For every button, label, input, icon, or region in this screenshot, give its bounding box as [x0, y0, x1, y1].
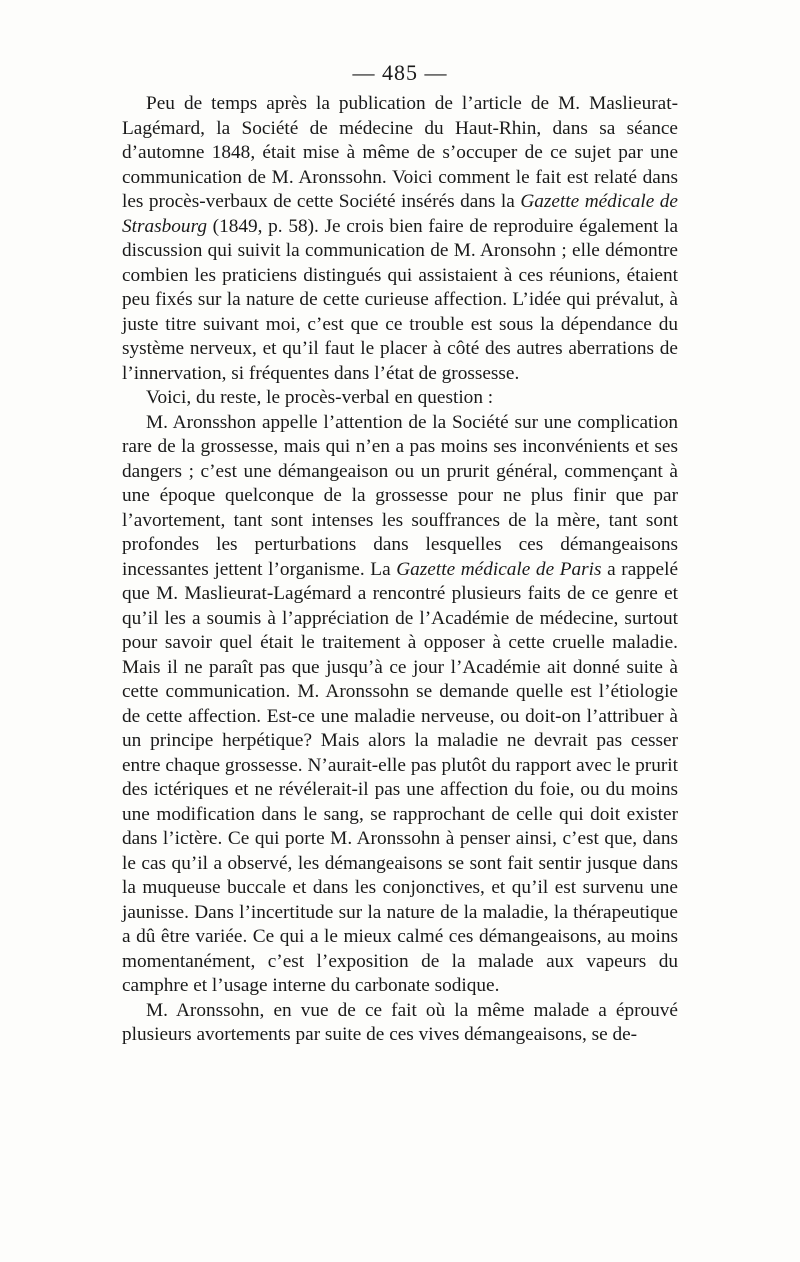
page-number: — 485 —: [352, 60, 448, 85]
paragraph-2: [122, 386, 678, 411]
paragraph-1: [122, 92, 678, 386]
paragraph-4: [122, 999, 678, 1048]
paragraph-4-text: M. Aronssohn, en vue de ce fait où la même malade a éprouvé plusieurs avortements par suite de ces vives démangeaisons, se de-: [122, 999, 678, 1045]
paragraph-2-text: Voici, du reste, le procès-verbal en question :: [146, 387, 494, 408]
paragraph-3-text-a: M. Aronsshon appelle l’attention de la Société sur une complication rare de la grossesse, mais qui n’en a pas moins ses inconvénients et ses dangers ; c’est une démangeaison ou un prurit général, commençant à une époque quelconque de la grossesse pour ne plus finir que par l’avortement, tant sont intenses les souffrances de la mère, tant sont profondes les perturbations dans lesquelles ces démangeaisons incessantes jettent l’organisme. La: [122, 411, 678, 580]
journal-title-paris: Gazette médicale de Paris: [396, 558, 602, 580]
body-text: [122, 92, 678, 1048]
paragraph-1-text-a: Peu de temps après la publication de l’article de M. Maslieurat-Lagémard, la Société de médecine du Haut-Rhin, dans sa séance d’automne 1848, était mise à même de s’occuper de ce sujet par une communication de M. Aronssohn. Voici comment le fait est relaté dans les procès-verbaux de cette Société insérés dans la: [122, 93, 678, 212]
paragraph-3-text-b: a rappelé que M. Maslieurat-Lagémard a rencontré plusieurs faits de ce genre et qu’il les a soumis à l’appréciation de l’Académie de médecine, surtout pour savoir quel était le traitement à opposer à cette cruelle maladie. Mais il ne paraît pas que jusqu’à ce jour l’Académie ait donné suite à cette communication. M. Aronssohn se demande quelle est l’étiologie de cette affection. Est-ce une maladie nerveuse, ou doit-on l’attribuer à un principe herpétique? Mais alors la maladie ne devrait pas cesser entre chaque grossesse. N’aurait-elle pas plutôt du rapport avec le prurit des ictériques et ne révélerait-il pas une affection du foie, ou du moins une modification dans le sang, se rapprochant de celle qui doit exister dans l’ictère. Ce qui porte M. Aronssohn à penser ainsi, c’est que, dans le cas qu’il a observé, les démangeaisons se sont fait sentir jusque dans la muqueuse buccale et dans les conjonctives, et qu’il est survenu une jaunisse. Dans l’incertitude sur la nature de la maladie, la thérapeutique a dû être variée. Ce qui a le mieux calmé ces démangeaisons, au moins momentanément, c’est l’exposition de la malade aux vapeurs du camphre et l’usage interne du carbonate sodique.: [122, 558, 679, 996]
paragraph-1-text-b: (1849, p. 58). Je crois bien faire de reproduire également la discussion qui suivit la communication de M. Aronsohn ; elle démontre combien les praticiens distingués qui assistaient à ces réunions, étaient peu fixés sur la nature de cette curieuse affection. L’idée qui prévalut, à juste titre suivant moi, c’est que ce trouble est sous la dépendance du système nerveux, et qu’il faut le placer à côté des autres aberrations de l’innervation, si fréquentes dans l’état de grossesse.: [122, 215, 678, 384]
paragraph-3: [122, 411, 678, 999]
journal-title-strasbourg: Gazette médicale de Strasbourg: [122, 191, 678, 237]
